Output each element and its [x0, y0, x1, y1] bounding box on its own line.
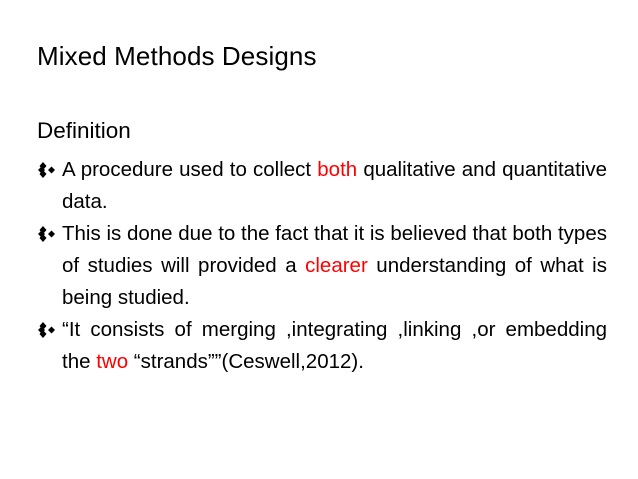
highlight-word: two [96, 350, 129, 373]
highlight-word: both [317, 158, 358, 181]
diamond-bullet-icon [38, 322, 58, 338]
bullet-text: A procedure used to collect [62, 158, 318, 181]
slide-subtitle: Definition [37, 118, 131, 143]
bullet-text: “It consists of merging ,integrating ,linking ,or embedding the [62, 318, 607, 373]
bullet-text: qualitative and quantitative data. [62, 158, 607, 213]
bullet-item-3 [37, 314, 607, 378]
bullet-text: “strands””(Ceswell,2012). [128, 350, 364, 373]
highlight-word: clearer [305, 254, 368, 277]
bullet-list [37, 154, 607, 378]
bullet-item-2 [37, 218, 607, 314]
diamond-bullet-icon [38, 162, 58, 178]
diamond-bullet-icon [38, 226, 58, 242]
bullet-item-1 [37, 154, 607, 218]
bullet-text: understanding of what is being studied. [62, 254, 607, 309]
bullet-text: This is done due to the fact that it is believed that both types of studies will provided a [62, 222, 607, 277]
slide-title: Mixed Methods Designs [37, 41, 317, 71]
